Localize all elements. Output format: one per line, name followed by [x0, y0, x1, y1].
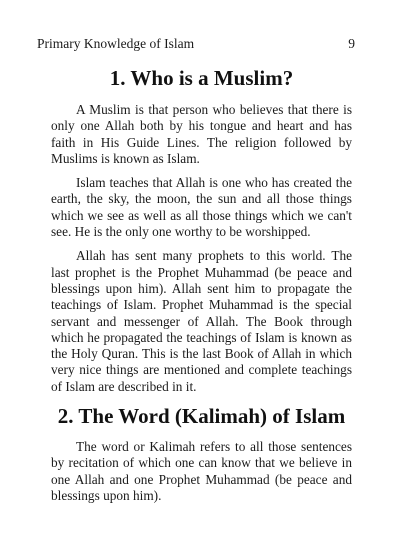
body-paragraph: A Muslim is that person who believes that there is only one Allah both by his tongue and heart and has faith in His Guide Lines. The religion followed by Muslims is known as Islam. — [51, 102, 352, 166]
running-header — [37, 35, 355, 53]
running-title: Primary Knowledge of Islam — [37, 36, 195, 51]
body-paragraph: Allah has sent many prophets to this world. The last prophet is the Prophet Muhammad (be peace and blessings upon him). Allah sent him to propagate the teachings of Islam. Prophet Muhammad is the special servant and messenger of Allah. The Book through which he propagated the teachings of Islam is known as the Holy Quran. This is the last Book of Allah in which very nice things are mentioned and complete teachings of Islam are described in it. — [51, 248, 352, 394]
body-paragraph: The word or Kalimah refers to all those sentences by recitation of which one can know that we believe in one Allah and one Prophet Muhammad (be peace and blessings upon him). — [51, 439, 352, 503]
section-heading-word-of-islam: 2. The Word (Kalimah) of Islam — [57, 404, 346, 429]
body-paragraph: Islam teaches that Allah is one who has created the earth, the sky, the moon, the sun and all those things which we see as well as all those things which we can't see. He is the only one worthy to be worshipped. — [51, 175, 352, 240]
section-heading-who-is-a-muslim: 1. Who is a Muslim? — [109, 66, 294, 90]
page-content — [51, 62, 352, 512]
page-number: 9 — [348, 36, 355, 51]
